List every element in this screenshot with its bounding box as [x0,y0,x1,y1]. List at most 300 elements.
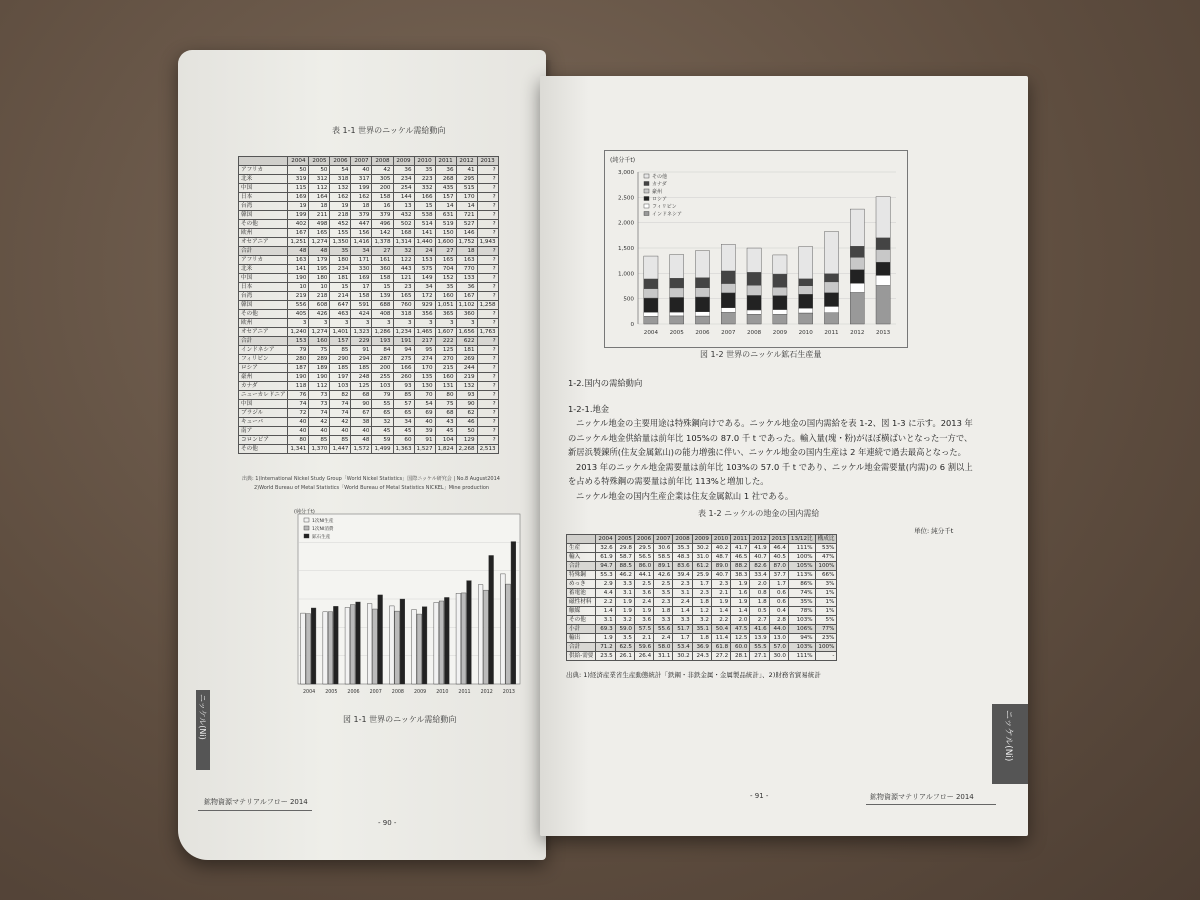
table-cell: 217 [414,337,435,346]
row-label: カナダ [239,382,288,391]
y-tick-label: 1,500 [617,246,634,252]
table-cell: 1,314 [393,238,414,247]
y-axis-label: (純分千t) [610,157,636,164]
bar [323,612,328,684]
table-cell: 29.8 [615,544,634,553]
table-cell: 1,363 [393,445,414,454]
table-row [567,616,837,625]
table-cell: 10 [309,283,330,292]
x-tick-label: 2011 [824,330,839,336]
stacked-bar-segment [824,293,838,307]
table-cell: 16 [372,202,393,211]
table-cell: 105% [788,562,815,571]
stacked-bar-segment [747,314,761,324]
table-cell: 115 [288,184,309,193]
stacked-bar-segment [799,247,813,279]
table-cell: 156 [351,229,372,238]
table-cell: 15 [330,283,351,292]
table-cell: 190 [309,373,330,382]
table-cell: 502 [393,220,414,229]
bar [378,595,383,684]
table-cell: ? [477,265,498,274]
table-cell: 32 [393,247,414,256]
table-1-2-unit: 単位: 純分千t [914,527,954,535]
left-page [178,50,546,860]
table-cell: 27 [372,247,393,256]
row-label: 供給-需要 [567,652,596,661]
table-cell: 191 [393,337,414,346]
table-cell: 129 [456,436,477,445]
table-cell: 90 [456,400,477,409]
table-cell: 2.2 [596,598,615,607]
table-cell: 55.5 [750,643,769,652]
table-cell: 5% [815,616,837,625]
table-cell: 161 [372,256,393,265]
bar [439,601,444,684]
table-cell: 40.7 [750,553,769,562]
row-label: 合計 [239,337,288,346]
table-cell: 1.9 [596,634,615,643]
bar [373,609,378,684]
table-cell: 100% [815,562,837,571]
table-cell: 54 [330,166,351,175]
table-cell: 1,370 [309,445,330,454]
table-row [567,598,837,607]
table-cell: 14 [456,202,477,211]
table-cell: 3 [435,319,456,328]
stacked-bar-segment [876,250,890,263]
table-cell: 85 [393,391,414,400]
bar [500,574,505,684]
table-cell: 193 [372,337,393,346]
table-cell: 94.7 [596,562,615,571]
bar [328,612,333,684]
x-tick-label: 2006 [347,690,360,695]
row-label: ブラジル [239,409,288,418]
subsection-heading: 1-2-1.地金 [568,404,610,414]
table-cell: ? [477,274,498,283]
table-cell: 132 [456,382,477,391]
table-row [567,634,837,643]
table-cell: 37.7 [769,571,788,580]
stacked-bar-segment [644,256,658,279]
table-cell: 83.6 [673,562,692,571]
y-tick-label: 0 [630,322,634,328]
bar [301,613,306,684]
table-cell: 170 [414,364,435,373]
stacked-bar-segment [850,283,864,292]
table-cell: 229 [351,337,372,346]
table-cell: 90 [351,400,372,409]
table-cell: 2.3 [711,580,730,589]
bar [345,608,350,685]
stacked-bar-segment [670,316,684,324]
table-cell: 3 [414,319,435,328]
stacked-bar-segment [850,209,864,246]
table-cell: 200 [372,364,393,373]
table-cell: 35.3 [673,544,692,553]
table-header-row [239,157,499,166]
table-cell: 1,447 [330,445,351,454]
table-cell: 80 [435,391,456,400]
table-row [239,427,499,436]
table-cell: 41 [456,166,477,175]
table-cell: 575 [414,265,435,274]
stacked-bar-segment [876,285,890,324]
table-cell: 77% [815,625,837,634]
table-row [239,391,499,400]
table-row [239,319,499,328]
table-header-row [567,535,837,544]
x-tick-label: 2007 [369,690,382,695]
right-footer-title: 鉱物資源マテリアルフロー 2014 [870,793,974,801]
row-label: フィリピン [239,355,288,364]
table-cell: 214 [330,292,351,301]
table-cell: 929 [414,301,435,310]
table-cell: 1,763 [477,328,498,337]
table-cell: 95 [414,346,435,355]
table-cell: 3.1 [596,616,615,625]
table-cell: 167 [288,229,309,238]
table-cell: 519 [435,220,456,229]
legend-label: 豪州 [652,189,663,195]
table-cell: 67 [351,409,372,418]
table-cell: 1,102 [456,301,477,310]
stacked-bar-segment [695,297,709,312]
row-label: その他 [239,445,288,454]
row-label: アフリカ [239,256,288,265]
table-cell: 27.2 [711,652,730,661]
bar [367,604,372,684]
stacked-bar-segment [850,246,864,257]
table-column-header: 2013 [477,157,498,166]
table-cell: 47.5 [731,625,750,634]
stacked-bar-segment [644,298,658,312]
table-cell: 1,943 [477,238,498,247]
table-column-header: 2012 [750,535,769,544]
table-cell: 135 [414,373,435,382]
stacked-bar-segment [670,297,684,312]
paragraph-line: 2013 年のニッケル地金需要量は前年比 103%の 57.0 千 t であり、ニッケル地金需要量(内需)の 6 割以上 [576,461,973,472]
table-cell: 11.4 [711,634,730,643]
table-cell: 41.6 [750,625,769,634]
legend-swatch [644,182,649,186]
table-cell: 58.5 [654,553,673,562]
table-row [239,220,499,229]
legend-swatch [644,212,649,216]
table-cell: 2.1 [711,589,730,598]
table-cell: 48.3 [673,553,692,562]
table-cell: 538 [414,211,435,220]
table-cell: 170 [456,193,477,202]
bar [400,599,405,684]
bar [511,542,516,684]
table-cell: ? [477,391,498,400]
table-cell: ? [477,310,498,319]
table-cell: 62 [456,409,477,418]
table-cell: 55.6 [654,625,673,634]
table-cell: ? [477,256,498,265]
row-label: 韓国 [239,211,288,220]
table-row [239,292,499,301]
table-cell: 185 [351,364,372,373]
table-cell: 405 [288,310,309,319]
table-row [567,589,837,598]
table-cell: 40 [288,427,309,436]
table-cell: 608 [309,301,330,310]
table-cell: 55 [372,400,393,409]
table-cell: 74 [330,400,351,409]
stacked-bar-segment [773,314,787,324]
table-cell: 76 [288,391,309,400]
table-row [239,346,499,355]
table-row [239,364,499,373]
table-cell: 1,572 [351,445,372,454]
stacked-bar-segment [721,244,735,271]
table-cell: 1,600 [435,238,456,247]
table-cell: 1,378 [372,238,393,247]
stacked-bar-segment [695,312,709,316]
bar [412,610,417,684]
table-cell: 1.7 [692,580,711,589]
table-cell: 631 [435,211,456,220]
table-cell: 155 [330,229,351,238]
table-1-1-source-1: 出典: 1)International Nickel Study Group「World Nickel Statistics」国際ニッケル研究会 | No.8 August2014 [242,476,500,482]
table-cell: 290 [330,355,351,364]
table-cell: 78% [788,607,815,616]
table-column-header: 2005 [615,535,634,544]
stacked-bar-segment [695,278,709,288]
table-cell: 57 [393,400,414,409]
table-cell: 3.1 [673,589,692,598]
x-tick-label: 2005 [325,690,338,695]
table-row [239,247,499,256]
table-cell: 74 [288,400,309,409]
bar [456,593,461,684]
table-cell: 38 [351,418,372,427]
table-cell: 66% [815,571,837,580]
table-row [567,625,837,634]
table-cell: 157 [435,193,456,202]
legend-label: インドネシア [652,211,682,218]
table-cell: 30.0 [769,652,788,661]
table-cell: 181 [456,346,477,355]
x-tick-label: 2012 [850,330,865,336]
row-label: ロシア [239,364,288,373]
table-cell: 3 [372,319,393,328]
table-cell: 169 [288,193,309,202]
table-cell: 200 [372,184,393,193]
bar [489,555,494,684]
table-cell: 1,607 [435,328,456,337]
table-row [239,184,499,193]
right-page-number: - 91 - [750,792,769,800]
table-cell: 260 [393,373,414,382]
right-footer-rule [866,804,996,805]
table-cell: 28.1 [731,652,750,661]
row-label: インドネシア [239,346,288,355]
legend-swatch [304,526,309,530]
x-tick-label: 2009 [772,330,788,336]
table-cell: 0.6 [769,589,788,598]
table-row [239,373,499,382]
table-cell: 379 [372,211,393,220]
table-cell: 527 [456,220,477,229]
table-cell: 103 [330,382,351,391]
row-label: ニューカレドニア [239,391,288,400]
table-cell: ? [477,211,498,220]
table-cell: 45 [393,427,414,436]
table-cell: 1.8 [750,598,769,607]
table-row [567,544,837,553]
table-cell: 73 [309,391,330,400]
table-cell: 3.3 [673,616,692,625]
y-tick-label: 500 [623,296,634,303]
table-row [239,202,499,211]
table-cell: 26.1 [615,652,634,661]
stacked-bar-segment [721,312,735,324]
table-cell: 2.3 [673,580,692,589]
legend-label: 1次NI生産 [312,519,334,524]
row-label: 輸出 [567,634,596,643]
table-cell: 51.7 [673,625,692,634]
row-label: 日本 [239,193,288,202]
figure-1-1-chart [270,504,530,704]
table-cell: 270 [435,355,456,364]
stacked-bar-segment [773,310,787,315]
table-cell: 18 [309,202,330,211]
table-cell: 61.8 [711,643,730,652]
table-cell: 4.4 [596,589,615,598]
table-cell: 100% [815,643,837,652]
right-side-tab: ニッケル(Ni) [992,704,1028,784]
y-tick-label: 2,500 [617,195,634,202]
table-cell: 41.9 [750,544,769,553]
table-cell: 688 [372,301,393,310]
world-nickel-table [238,156,499,454]
table-row [239,436,499,445]
table-cell: 42 [372,166,393,175]
table-cell: 3.6 [634,589,653,598]
x-tick-label: 2007 [721,330,736,336]
row-label: 台湾 [239,292,288,301]
stacked-bar-segment [721,271,735,284]
bar [434,602,439,684]
row-label: オセアニア [239,328,288,337]
table-cell: 166 [414,193,435,202]
y-tick-label: 2,000 [617,220,634,227]
table-cell: 149 [414,274,435,283]
row-label: その他 [239,220,288,229]
table-cell: 498 [309,220,330,229]
table-row [239,445,499,454]
stacked-bar-segment [721,284,735,293]
table-cell: 54 [414,400,435,409]
table-row [239,229,499,238]
stacked-bar-segment [824,274,838,282]
table-cell: 40 [309,427,330,436]
section-heading: 1-2.国内の需給動向 [568,378,643,388]
table-cell: 1,499 [372,445,393,454]
bar [506,584,511,684]
row-label: 合計 [567,643,596,652]
row-label: 欧州 [239,229,288,238]
table-cell: 287 [372,355,393,364]
table-cell: 58.0 [654,643,673,652]
row-label: 中国 [239,184,288,193]
table-cell: 294 [351,355,372,364]
table-row [239,265,499,274]
table-cell: 1.6 [731,589,750,598]
table-column-header: 2009 [692,535,711,544]
table-cell: 244 [456,364,477,373]
table-cell: 50.4 [711,625,730,634]
table-cell: 234 [393,175,414,184]
table-cell: 60.0 [731,643,750,652]
table-cell: 2.3 [692,589,711,598]
table-cell: 190 [288,373,309,382]
paragraph-line: 新居浜製錬所(住友金属鉱山)の能力増強に伴い、ニッケル地金の国内生産は 2 年連続で過去最高となった。 [568,447,966,457]
table-cell: 1.9 [634,607,653,616]
table-cell: 79 [288,346,309,355]
table-row [239,301,499,310]
table-cell: 14 [435,202,456,211]
table-column-header: 2006 [330,157,351,166]
table-cell: - [815,652,837,661]
table-cell: 53% [815,544,837,553]
x-tick-label: 2009 [413,690,427,695]
table-cell: 65 [393,409,414,418]
stacked-bar-segment [773,274,787,287]
legend-label: ロシア [652,196,668,203]
table-1-1-source-2: 2)World Bureau of Metal Statistics「World Bureau of Metal Statistics NICKEL」Mine production [254,485,490,491]
table-cell: 3.6 [634,616,653,625]
table-cell: 2.2 [711,616,730,625]
table-cell: 447 [351,220,372,229]
stacked-bar-segment [644,289,658,298]
table-cell: 165 [393,292,414,301]
table-column-header: 2007 [351,157,372,166]
table-cell: 514 [414,220,435,229]
stacked-bar-segment [747,285,761,295]
table-row [239,400,499,409]
table-cell: 74 [330,409,351,418]
table-cell: 80 [288,436,309,445]
stacked-bar-segment [670,278,684,288]
table-row [239,382,499,391]
row-label: その他 [239,310,288,319]
table-cell: 60 [393,436,414,445]
left-footer-title: 鉱物資源マテリアルフロー 2014 [204,798,308,806]
x-tick-label: 2013 [875,330,891,336]
row-label: 北米 [239,175,288,184]
table-cell: 15 [414,202,435,211]
table-cell: 515 [456,184,477,193]
table-cell: ? [477,373,498,382]
table-cell: ? [477,418,498,427]
table-cell: 219 [288,292,309,301]
table-cell: 55.3 [596,571,615,580]
legend-label: 鉱石生産 [312,535,331,540]
table-cell: 35 [330,247,351,256]
table-cell: 36 [393,166,414,175]
x-tick-label: 2010 [436,690,449,695]
table-cell: 187 [288,364,309,373]
table-cell: 68 [351,391,372,400]
table-row [567,553,837,562]
table-cell: 165 [435,256,456,265]
table-cell: 180 [330,256,351,265]
